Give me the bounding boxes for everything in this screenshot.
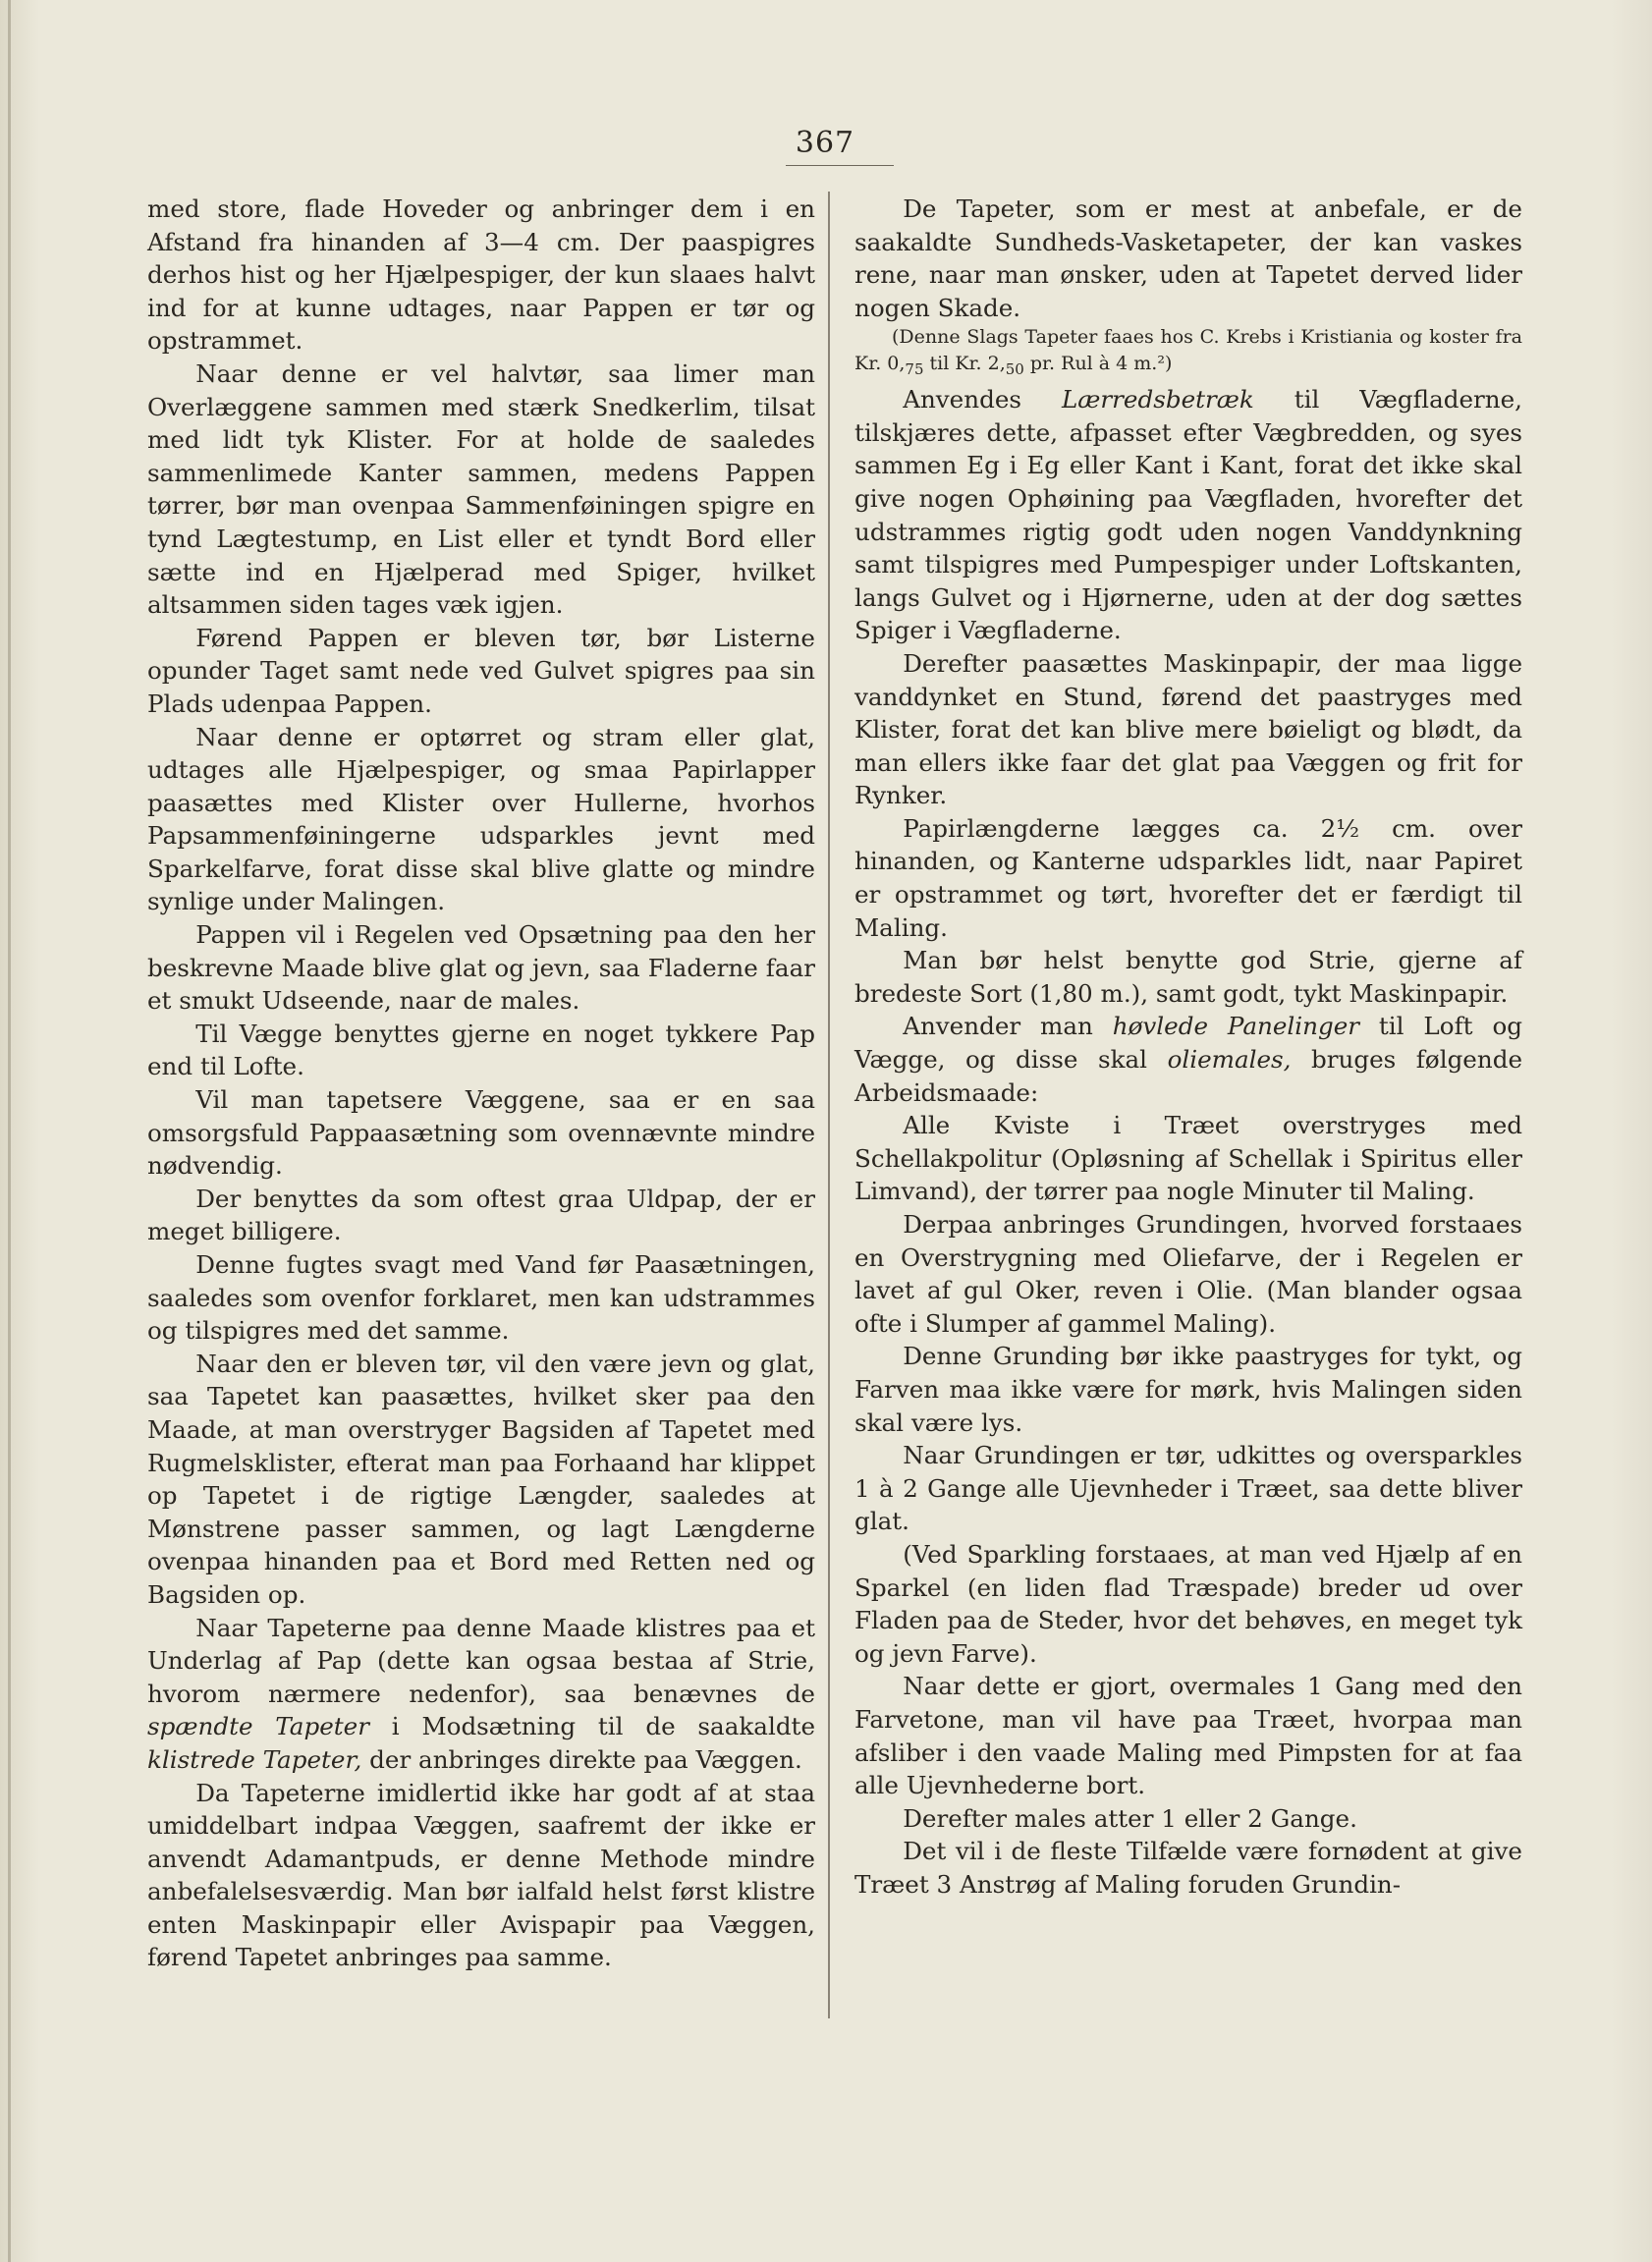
text-run: Papirlængderne lægges ca. 2½ cm. over hinanden, og Kanterne udsparkles lidt, naar Papiret er opstrammet og tørt, hvorefter det er færdigt til Maling. — [854, 813, 1522, 942]
paragraph — [147, 721, 815, 919]
text-run: 75 — [905, 360, 924, 379]
italic-term: høvlede Panelinger — [1112, 1012, 1360, 1041]
paragraph — [854, 647, 1522, 812]
paragraph — [147, 622, 815, 721]
paragraph — [147, 193, 815, 358]
paragraph — [147, 1018, 815, 1083]
paragraph — [147, 1348, 815, 1612]
paragraph — [854, 944, 1522, 1010]
text-run: Vil man tapetsere Væggene, saa er en saa omsorgsfuld Pappaasætning som ovennævnte mindre nødvendig. — [147, 1085, 815, 1181]
text-run: pr. Rul à 4 m.²) — [1023, 353, 1173, 375]
paragraph — [854, 1109, 1522, 1208]
paragraph — [147, 918, 815, 1018]
paragraph — [854, 1010, 1522, 1109]
paragraph — [854, 1835, 1522, 1901]
paragraph — [854, 1439, 1522, 1538]
paragraph — [854, 1670, 1522, 1801]
text-run: Denne fugtes svagt med Vand før Paasætningen, saaledes som ovenfor forklaret, men kan udstrammes og tilspigres med det samme. — [147, 1250, 815, 1346]
text-run: Det vil i de fleste Tilfælde være fornødent at give Træet 3 Anstrøg af Maling foruden Grundin- — [854, 1837, 1522, 1899]
text-run: Derefter males atter 1 eller 2 Gange. — [903, 1803, 1357, 1833]
paragraph — [147, 1183, 815, 1248]
text-run: Denne Grunding bør ikke paastryges for tykt, og Farven maa ikke være for mørk, hvis Malingen siden skal være lys. — [854, 1342, 1522, 1437]
italic-term: Lærredsbetræk — [1061, 385, 1254, 414]
text-run: Naar den er bleven tør, vil den være jevn og glat, saa Tapetet kan paasættes, hvilket sker paa den Maade, at man overstryger Bagsiden af Tapetet med Rugmelsklister, efterat man paa Forhaand har klippet op Tapetet i de rigtige Længder, saaledes at Mønstrene passer sammen, og lagt Længderne ovenpaa hinanden paa et Bord med Retten ned og Bagsiden op. — [147, 1349, 815, 1609]
text-run: Naar Tapeterne paa denne Maade klistres paa et Underlag af Pap (dette kan ogsaa bestaa af Strie, hvorom nærmere nedenfor), saa benævnes de — [147, 1613, 815, 1708]
paragraph — [854, 1340, 1522, 1439]
text-run: i Modsætning til de saakaldte — [368, 1712, 815, 1741]
text-run: bruges følgende Arbeidsmaade: — [854, 1045, 1522, 1107]
left-column — [147, 193, 815, 1974]
text-run: Naar Grundingen er tør, udkittes og oversparkles 1 à 2 Gange alle Ujevnheder i Træet, saa dette bliver glat. — [854, 1441, 1522, 1536]
paragraph — [147, 358, 815, 622]
paragraph — [147, 1083, 815, 1183]
text-run: til Kr. 2, — [923, 353, 1006, 375]
text-run: Anvender man — [903, 1012, 1113, 1041]
paragraph — [854, 1802, 1522, 1836]
paragraph — [854, 193, 1522, 324]
right-column — [854, 193, 1522, 1901]
italic-term: spændte Tapeter — [147, 1712, 369, 1741]
paragraph — [147, 1248, 815, 1348]
text-run: (Ved Sparkling forstaaes, at man ved Hjælp af en Sparkel (en liden flad Træspade) breder ud over Fladen paa de Steder, hvor det behøves, en meget tyk og jevn Farve). — [854, 1539, 1522, 1668]
text-run: Naar dette er gjort, overmales 1 Gang med den Farvetone, man vil have paa Træet, hvorpaa man afsliber i den vaade Maling med Pimpsten for at faa alle Ujevnhederne bort. — [854, 1672, 1522, 1800]
italic-term: klistrede Tapeter, — [147, 1744, 362, 1774]
text-run: Anvendes — [903, 385, 1062, 414]
text-run: Til Vægge benyttes gjerne en noget tykkere Pap end til Lofte. — [147, 1019, 815, 1081]
text-run: (Denne Slags Tapeter faaes hos C. Krebs i Kristiania og koster fra Kr. 0, — [854, 326, 1522, 375]
text-run: Alle Kviste i Træet overstryges med Schellakpolitur (Opløsning af Schellak i Spiritus eller Limvand), der tørrer paa nogle Minuter til Maling. — [854, 1111, 1522, 1206]
text-run: Derefter paasættes Maskinpapir, der maa ligge vanddynket en Stund, førend det paastryges med Klister, forat det kan blive mere bøieligt og blødt, da man ellers ikke faar det glat paa Væggen og frit for Rynker. — [854, 648, 1522, 810]
paragraph — [854, 324, 1522, 383]
text-run: De Tapeter, som er mest at anbefale, er de saakaldte Sundheds-Vasketapeter, der kan vaskes rene, naar man ønsker, uden at Tapetet derved lider nogen Skade. — [854, 194, 1522, 322]
binding-edge — [8, 0, 11, 2262]
text-run: der anbringes direkte paa Væggen. — [361, 1744, 802, 1774]
text-run: til Loft og Vægge, og disse skal — [854, 1012, 1522, 1075]
text-run: med store, flade Hoveder og anbringer dem i en Afstand fra hinanden af 3—4 cm. Der paaspigres derhos hist og her Hjælpespiger, der kun slaaes halvt ind for at kunne udtages, naar Pappen er tør og opstrammet. — [147, 194, 815, 356]
text-run: til Vægfladerne, tilskjæres dette, afpasset efter Vægbredden, og syes sammen Eg i Eg eller Kant i Kant, forat det ikke skal give nogen Ophøining paa Vægfladen, hvorefter det udstrammes rigtig godt uden nogen Vanddynkning samt tilspigres med Pumpespiger under Loftskanten, langs Gulvet og i Hjørnerne, uden at der dog sættes Spiger i Vægfladerne. — [854, 385, 1523, 645]
text-run: Naar denne er vel halvtør, saa limer man Overlæggene sammen med stærk Snedkerlim, tilsat med lidt tyk Klister. For at holde de saaledes sammenlimede Kanter sammen, medens Pappen tørrer, bør man ovenpaa Sammenføiningen spigre en tynd Lægtestump, en List eller et tyndt Bord eller sætte ind en Hjælperad med Spiger, hvilket altsammen siden tages væk igjen. — [147, 359, 815, 620]
text-run: Pappen vil i Regelen ved Opsætning paa den her beskrevne Maade blive glat og jevn, saa Fladerne faar et smukt Udseende, naar de males. — [147, 920, 815, 1016]
paragraph — [854, 1208, 1522, 1340]
column-divider — [828, 192, 830, 2018]
paragraph — [147, 1612, 815, 1777]
text-run: 50 — [1005, 360, 1024, 379]
paragraph — [147, 1777, 815, 1975]
text-run: Der benyttes da som oftest graa Uldpap, der er meget billigere. — [147, 1184, 815, 1246]
text-run: Da Tapeterne imidlertid ikke har godt af at staa umiddelbart indpaa Væggen, saafremt der ikke er anvendt Adamantpuds, er denne Methode mindre anbefalelsesværdig. Man bør ialfald helst først klistre enten Maskinpapir eller Avispapir paa Væggen, førend Tapetet anbringes paa samme. — [147, 1778, 815, 1972]
text-run: Derpaa anbringes Grundingen, hvorved forstaaes en Overstrygning med Oliefarve, der i Regelen er lavet af gul Oker, reven i Olie. (Man blander ogsaa ofte i Slumper af gammel Maling). — [854, 1210, 1522, 1338]
page-number-rule — [786, 165, 894, 166]
page-number: 367 — [795, 126, 855, 160]
text-run: Man bør helst benytte god Strie, gjerne af bredeste Sort (1,80 m.), samt godt, tykt Maskinpapir. — [854, 946, 1522, 1008]
paragraph — [854, 812, 1522, 944]
text-run: Naar denne er optørret og stram eller glat, udtages alle Hjælpespiger, og smaa Papirlapper paasættes med Klister over Hullerne, hvorhos Papsammenføiningerne udsparkles jevnt med Sparkelfarve, forat disse skal blive glatte og mindre synlige under Malingen. — [147, 722, 815, 916]
text-run: Førend Pappen er bleven tør, bør Listerne opunder Taget samt nede ved Gulvet spigres paa sin Plads udenpaa Pappen. — [147, 623, 815, 718]
paragraph — [854, 1538, 1522, 1670]
paragraph — [854, 383, 1522, 647]
italic-term: oliemales, — [1167, 1045, 1292, 1075]
